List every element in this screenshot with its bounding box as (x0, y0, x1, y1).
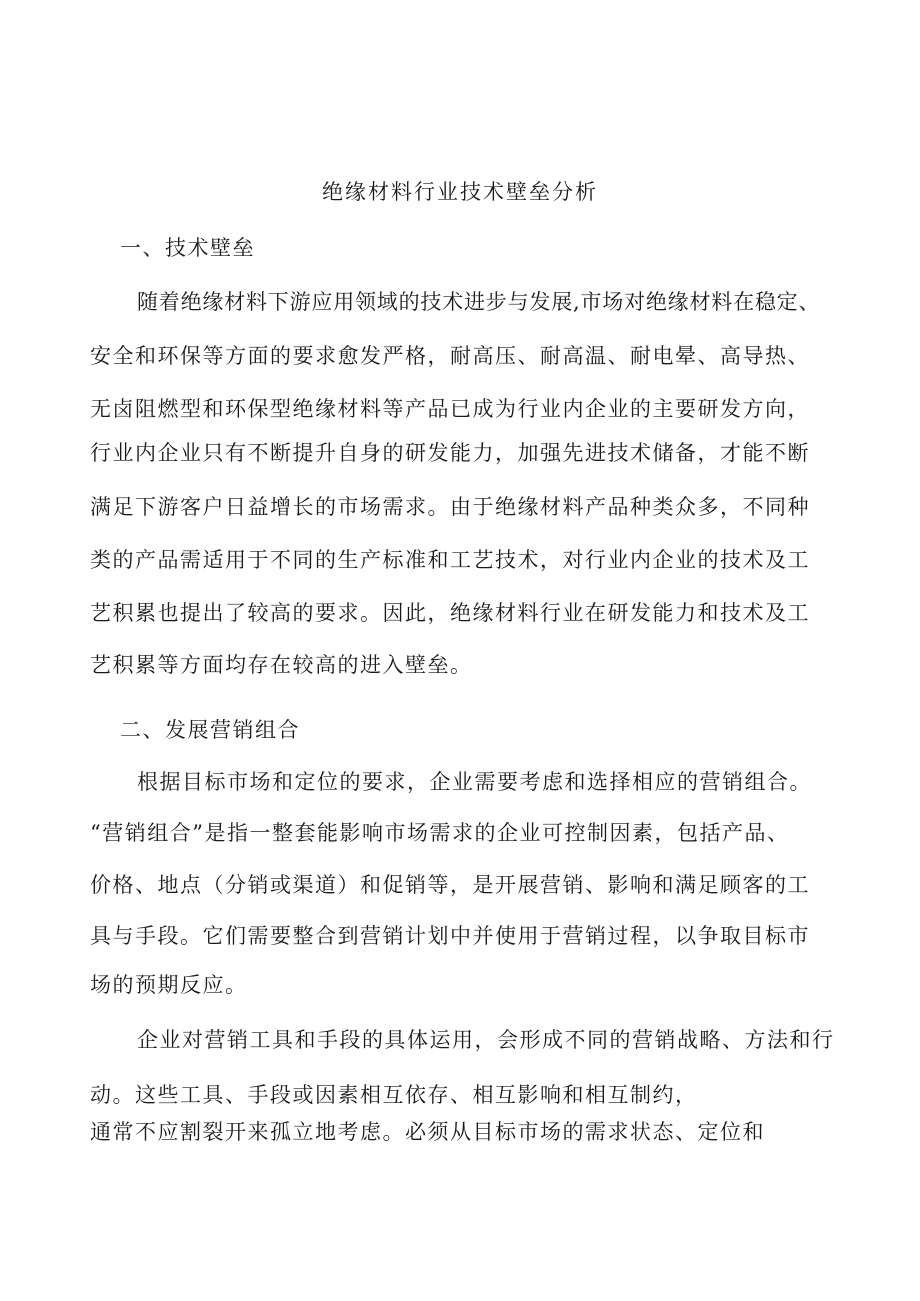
paragraph-line: 艺积累等方面均存在较高的进入壁垒。 (90, 653, 473, 677)
paragraph-line: 动。这些工具、手段或因素相互依存、相互影响和相互制约， (90, 1083, 698, 1107)
section-heading-marketing-mix: 二、发展营销组合 (120, 718, 300, 742)
paragraph-line: 无卤阻燃型和环保型绝缘材料等产品已成为行业内企业的主要研发方向， (90, 397, 810, 421)
paragraph-line: 场的预期反应。 (90, 973, 248, 997)
paragraph-line: 行业内企业只有不断提升自身的研发能力，加强先进技术储备，才能不断 (90, 441, 810, 465)
section-heading-technical-barriers: 一、技术壁垒 (120, 236, 255, 260)
paragraph-line: 通常不应割裂开来孤立地考虑。必须从目标市场的需求状态、定位和 (90, 1120, 765, 1144)
paragraph-line: 满足下游客户日益增长的市场需求。由于绝缘材料产品种类众多，不同种 (90, 495, 810, 519)
paragraph-line: 类的产品需适用于不同的生产标准和工艺技术，对行业内企业的技术及工 (90, 548, 810, 572)
paragraph-line: 根据目标市场和定位的要求，企业需要考虑和选择相应的营销组合。 (137, 770, 812, 794)
paragraph-line: 随着绝缘材料下游应用领域的技术进步与发展,市场对绝缘材料在稳定、 (137, 290, 821, 314)
paragraph-line: “营销组合”是指一整套能影响市场需求的企业可控制因素，包括产品、 (90, 821, 790, 845)
paragraph-line: 企业对营销工具和手段的具体运用，会形成不同的营销战略、方法和行 (137, 1028, 835, 1052)
document-title: 绝缘材料行业技术壁垒分析 (322, 180, 598, 204)
paragraph-line: 艺积累也提出了较高的要求。因此，绝缘材料行业在研发能力和技术及工 (90, 601, 810, 625)
paragraph-line: 安全和环保等方面的要求愈发严格，耐高压、耐高温、耐电晕、高导热、 (90, 344, 810, 368)
paragraph-line: 价格、地点（分销或渠道）和促销等，是开展营销、影响和满足顾客的工 (90, 873, 810, 897)
paragraph-line: 具与手段。它们需要整合到营销计划中并使用于营销过程，以争取目标市 (90, 924, 810, 948)
